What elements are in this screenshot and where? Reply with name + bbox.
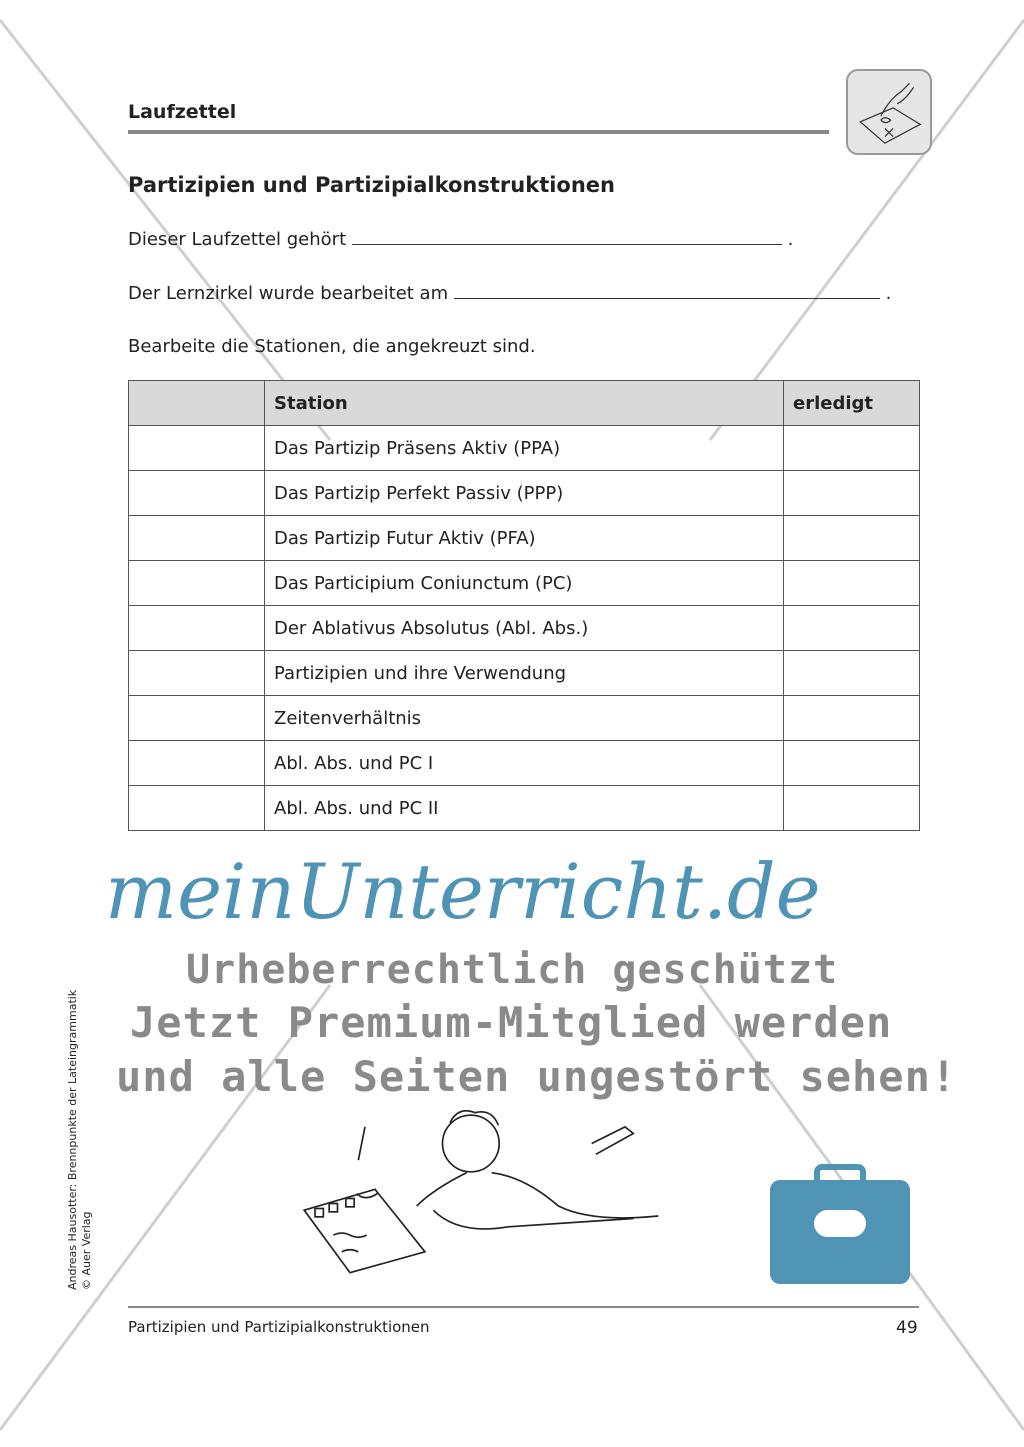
check-cell[interactable] [129,786,265,831]
station-name: Das Participium Coniunctum (PC) [265,561,784,606]
period: . [885,283,892,304]
done-cell[interactable] [784,516,920,561]
footer-divider [128,1306,919,1308]
check-cell[interactable] [129,696,265,741]
side-credit [66,990,94,1290]
owner-label: Dieser Laufzettel gehört [128,229,347,250]
date-label: Der Lernzirkel wurde bearbeitet am [128,283,449,304]
check-cell[interactable] [129,471,265,516]
watermark-copyright: Urheberrechtlich geschützt [186,947,839,993]
worksheet-type-title: Laufzettel [128,101,237,123]
station-name: Partizipien und ihre Verwendung [265,651,784,696]
station-name: Das Partizip Perfekt Passiv (PPP) [265,471,784,516]
station-name: Abl. Abs. und PC II [265,786,784,831]
table-row [129,786,920,831]
header-divider [128,130,829,134]
credit-author: Andreas Hausotter: Brennpunkte der Lateingrammatik [66,989,79,1290]
station-name: Zeitenverhältnis [265,696,784,741]
done-cell[interactable] [784,606,920,651]
watermark-brand: meinUnterricht.de [105,847,821,936]
station-name: Das Partizip Präsens Aktiv (PPA) [265,426,784,471]
check-cell[interactable] [129,516,265,561]
done-cell[interactable] [784,786,920,831]
header-station: Station [265,381,784,426]
header-done: erledigt [784,381,920,426]
page-number: 49 [896,1318,918,1338]
header-check [129,381,265,426]
table-row [129,741,920,786]
boy-writing-illustration [300,1110,700,1302]
date-field[interactable] [454,298,880,299]
station-table [128,380,920,831]
check-cell[interactable] [129,606,265,651]
page-heading: Partizipien und Partizipialkonstruktionen [128,173,615,197]
credit-publisher: © Auer Verlag [80,1211,93,1290]
done-cell[interactable] [784,426,920,471]
table-row [129,651,920,696]
done-cell[interactable] [784,471,920,516]
watermark-premium-line2: und alle Seiten ungestört sehen! [116,1052,958,1101]
table-row [129,606,920,651]
instruction: Bearbeite die Stationen, die angekreuzt sind. [128,336,536,357]
table-row [129,696,920,741]
watermark-premium-line1: Jetzt Premium-Mitglied werden [130,998,893,1047]
check-cell[interactable] [129,651,265,696]
station-name: Der Ablativus Absolutus (Abl. Abs.) [265,606,784,651]
station-name: Abl. Abs. und PC I [265,741,784,786]
writing-hand-icon [846,69,932,155]
table-row [129,426,920,471]
station-name: Das Partizip Futur Aktiv (PFA) [265,516,784,561]
table-row [129,471,920,516]
check-cell[interactable] [129,741,265,786]
table-row [129,561,920,606]
watermark-briefcase-icon [770,1180,910,1284]
done-cell[interactable] [784,561,920,606]
owner-line [128,229,793,250]
check-cell[interactable] [129,561,265,606]
check-cell[interactable] [129,426,265,471]
date-line [128,283,891,304]
table-row [129,516,920,561]
table-header-row [129,381,920,426]
period: . [787,229,794,250]
footer-title: Partizipien und Partizipialkonstruktionen [128,1318,430,1336]
done-cell[interactable] [784,696,920,741]
owner-field[interactable] [352,244,782,245]
done-cell[interactable] [784,651,920,696]
done-cell[interactable] [784,741,920,786]
